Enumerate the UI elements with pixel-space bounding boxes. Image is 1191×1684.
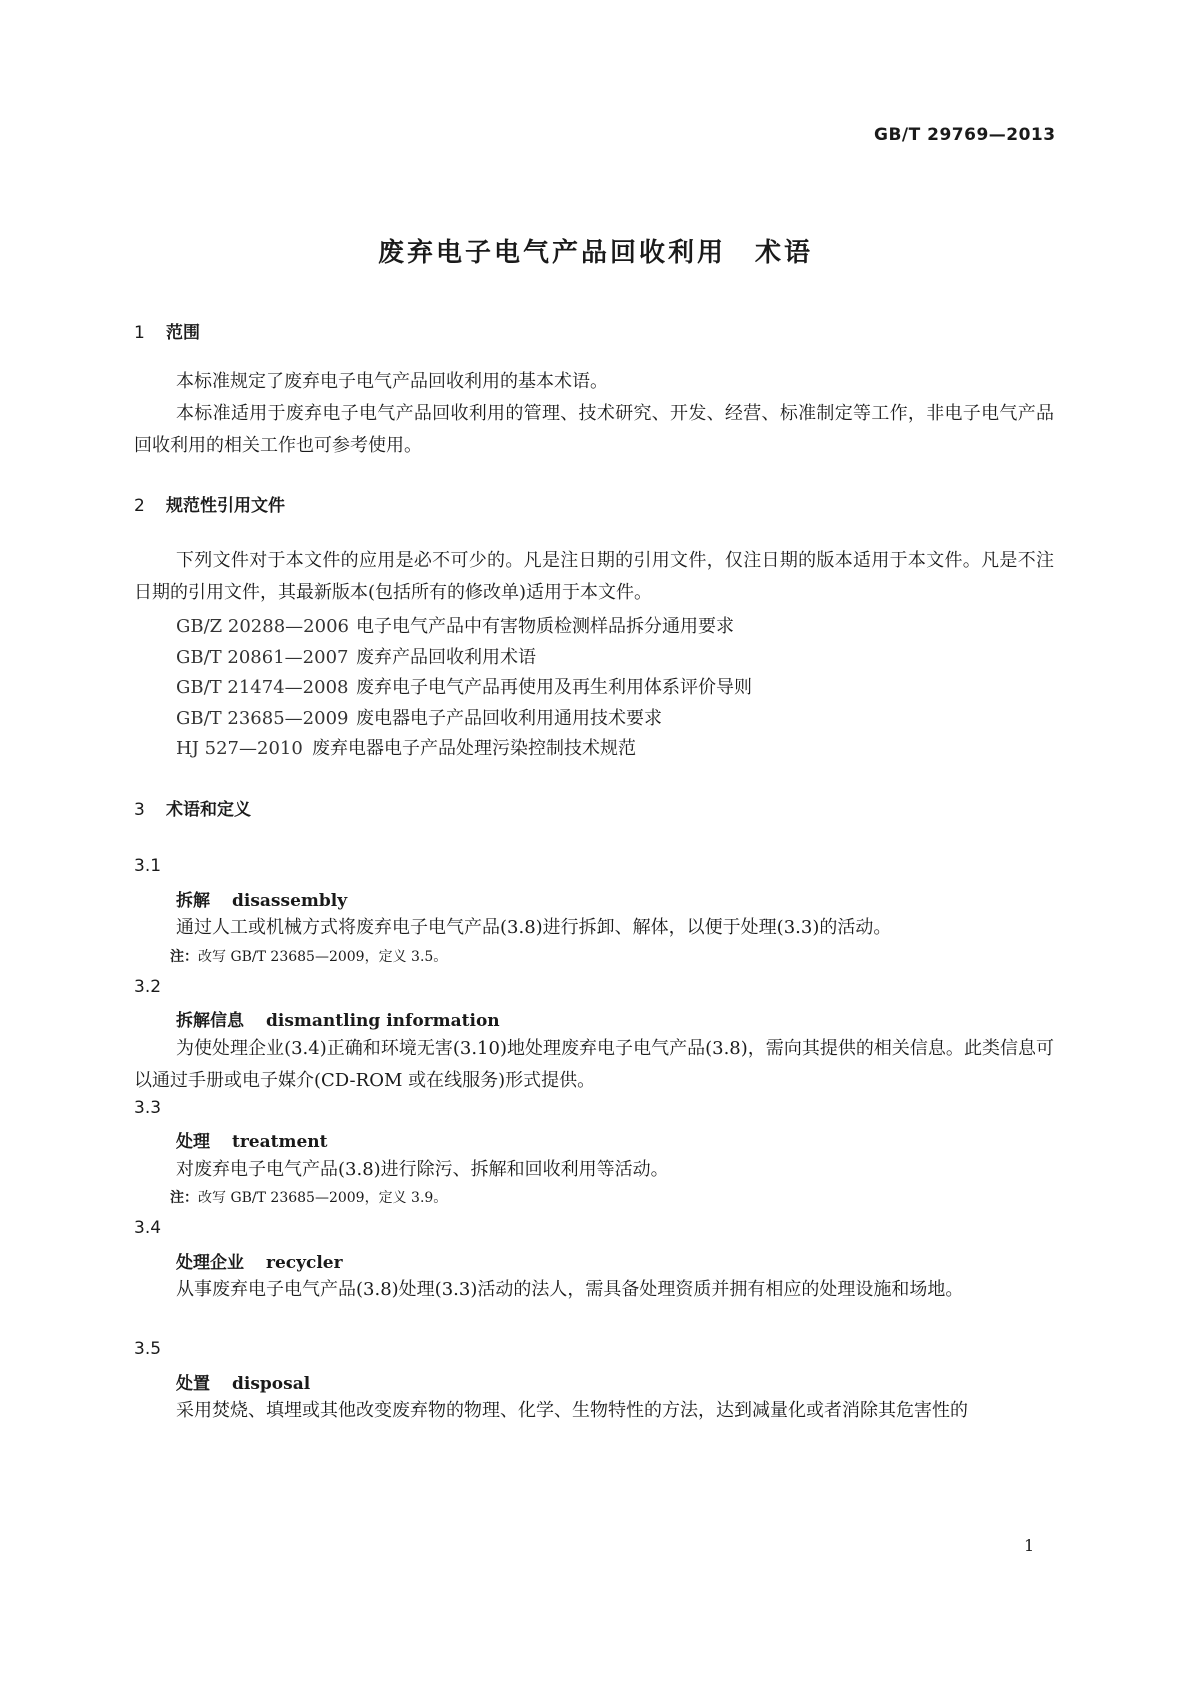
term-en: treatment (232, 1132, 328, 1152)
reference-code: GB/T 20861—2007 (176, 647, 349, 668)
term-en: disassembly (232, 891, 348, 911)
reference-title: 废弃电子电气产品再使用及再生利用体系评价导则 (356, 677, 752, 698)
term-number: 3.3 (134, 1098, 162, 1118)
term-heading (176, 1006, 500, 1031)
term-en: disposal (232, 1374, 311, 1394)
term-heading (176, 1369, 310, 1394)
term-note (170, 946, 447, 966)
note-label: 注： (170, 1190, 198, 1206)
reference-title: 废弃电器电子产品处理污染控制技术规范 (312, 738, 636, 759)
reference-code: HJ 527—2010 (176, 738, 303, 759)
reference-item (176, 704, 662, 730)
term-definition: 为使处理企业(3.4)正确和环境无害(3.10)地处理废弃电子电气产品(3.8)，需向其提供的相关信息。此类信息可以通过手册或电子媒介(CD-ROM 或在线服务)形式提供。 (134, 1038, 1054, 1091)
section-number: 3 (134, 800, 145, 820)
reference-item (176, 673, 752, 699)
term-definition: 对废弃电子电气产品(3.8)进行除污、拆解和回收利用等活动。 (176, 1159, 669, 1180)
section-title: 规范性引用文件 (166, 496, 285, 516)
section-heading-normative-refs (134, 491, 285, 516)
term-definition: 从事废弃电子电气产品(3.8)处理(3.3)活动的法人，需具备处理资质并拥有相应的处理设施和场地。 (176, 1279, 964, 1300)
term-zh: 拆解 (176, 891, 210, 911)
note-label: 注： (170, 949, 198, 965)
section-heading-terms (134, 795, 251, 820)
reference-title: 废电器电子产品回收利用通用技术要求 (356, 708, 662, 729)
reference-code: GB/T 23685—2009 (176, 708, 349, 729)
reference-item (176, 643, 536, 669)
term-en: dismantling information (266, 1011, 500, 1031)
paragraph: 本标准规定了废弃电子电气产品回收利用的基本术语。 (176, 371, 608, 392)
term-definition: 采用焚烧、填埋或其他改变废弃物的物理、化学、生物特性的方法，达到减量化或者消除其危害性的 (176, 1400, 968, 1421)
term-number: 3.5 (134, 1339, 162, 1359)
term-zh: 处理 (176, 1132, 210, 1152)
page-title: 废弃电子电气产品回收利用 术语 (377, 238, 813, 268)
term-heading (176, 1127, 328, 1152)
note-text: 改写 GB/T 23685—2009，定义 3.9。 (198, 1190, 448, 1206)
note-text: 改写 GB/T 23685—2009，定义 3.5。 (198, 949, 448, 965)
reference-title: 电子电气产品中有害物质检测样品拆分通用要求 (356, 616, 734, 637)
paragraph: 本标准适用于废弃电子电气产品回收利用的管理、技术研究、开发、经营、标准制定等工作，非电子电气产品回收利用的相关工作也可参考使用。 (134, 403, 1054, 456)
term-heading (176, 886, 347, 911)
section-heading-scope (134, 318, 200, 343)
standard-number: GB/T 29769—2013 (874, 125, 1056, 145)
section-title: 术语和定义 (166, 800, 251, 820)
term-number: 3.1 (134, 856, 162, 876)
term-zh: 处置 (176, 1374, 210, 1394)
section-title: 范围 (166, 323, 200, 343)
reference-item (176, 734, 636, 760)
term-en: recycler (266, 1253, 343, 1273)
term-note (170, 1187, 447, 1207)
paragraph: 下列文件对于本文件的应用是必不可少的。凡是注日期的引用文件，仅注日期的版本适用于本文件。凡是不注日期的引用文件，其最新版本(包括所有的修改单)适用于本文件。 (134, 550, 1054, 603)
section-number: 2 (134, 496, 145, 516)
reference-title: 废弃产品回收利用术语 (356, 647, 536, 668)
term-number: 3.4 (134, 1218, 162, 1238)
reference-code: GB/T 21474—2008 (176, 677, 349, 698)
reference-item (176, 612, 734, 638)
page-number: 1 (1024, 1536, 1035, 1555)
term-definition: 通过人工或机械方式将废弃电子电气产品(3.8)进行拆卸、解体，以便于处理(3.3)的活动。 (176, 917, 892, 938)
term-zh: 处理企业 (176, 1253, 244, 1273)
reference-code: GB/Z 20288—2006 (176, 616, 349, 637)
term-number: 3.2 (134, 977, 162, 997)
term-heading (176, 1248, 343, 1273)
term-zh: 拆解信息 (176, 1011, 244, 1031)
section-number: 1 (134, 323, 145, 343)
